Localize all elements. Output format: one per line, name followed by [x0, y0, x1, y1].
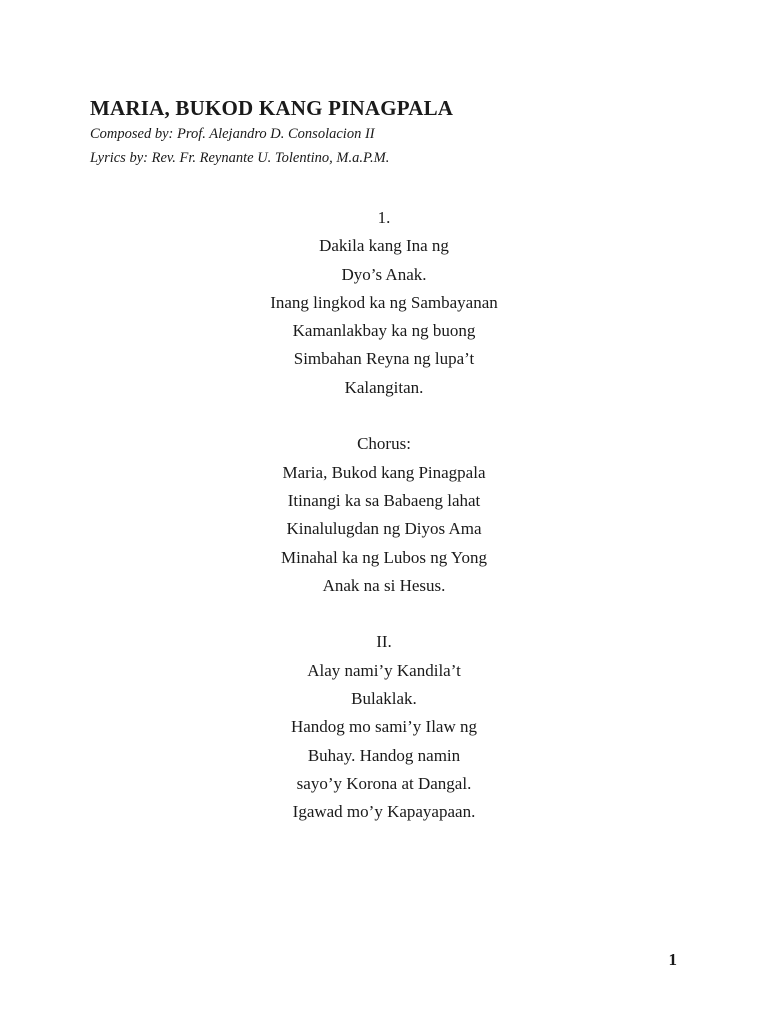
song-header	[90, 94, 690, 170]
stanza-label: II.	[376, 632, 392, 652]
stanza-verse-2	[184, 628, 584, 826]
composer-credit: Composed by: Prof. Alejandro D. Consolacion II	[90, 126, 375, 142]
lyric-line: Kamanlakbay ka ng buong	[292, 321, 476, 341]
lyric-line: sayo’y Korona at Dangal.	[296, 773, 472, 793]
lyric-line: Alay nami’y Kandila’t	[307, 660, 461, 680]
lyric-line: Kalangitan.	[344, 377, 424, 397]
lyric-line: Dakila kang Ina ng	[319, 236, 449, 256]
stanza-verse-1	[184, 204, 584, 402]
lyricist-credit: Lyrics by: Rev. Fr. Reynante U. Tolentino, M.a.P.M.	[90, 150, 390, 166]
lyric-line: Itinangi ka sa Babaeng lahat	[287, 490, 481, 510]
lyric-line: Bulaklak.	[351, 689, 417, 709]
page-number: 1	[668, 950, 677, 969]
lyric-line: Anak na si Hesus.	[322, 575, 446, 595]
lyric-line: Inang lingkod ka ng Sambayanan	[270, 292, 498, 312]
lyric-line: Simbahan Reyna ng lupa’t	[293, 349, 475, 369]
stanza-label: Chorus:	[357, 434, 411, 454]
lyric-line: Handog mo sami’y Ilaw ng	[290, 717, 478, 737]
lyrics-body	[184, 204, 584, 855]
lyric-line: Maria, Bukod kang Pinagpala	[282, 462, 486, 482]
lyric-line: Buhay. Handog namin	[307, 745, 461, 765]
lyric-line: Kinalulugdan ng Diyos Ama	[286, 519, 482, 539]
lyric-line: Dyo’s Anak.	[341, 264, 427, 284]
song-title: MARIA, BUKOD KANG PINAGPALA	[90, 96, 454, 120]
lyric-line: Minahal ka ng Lubos ng Yong	[281, 547, 487, 567]
stanza-label: 1.	[377, 208, 391, 227]
lyric-line: Igawad mo’y Kapayapaan.	[292, 802, 476, 822]
stanza-chorus	[184, 430, 584, 600]
